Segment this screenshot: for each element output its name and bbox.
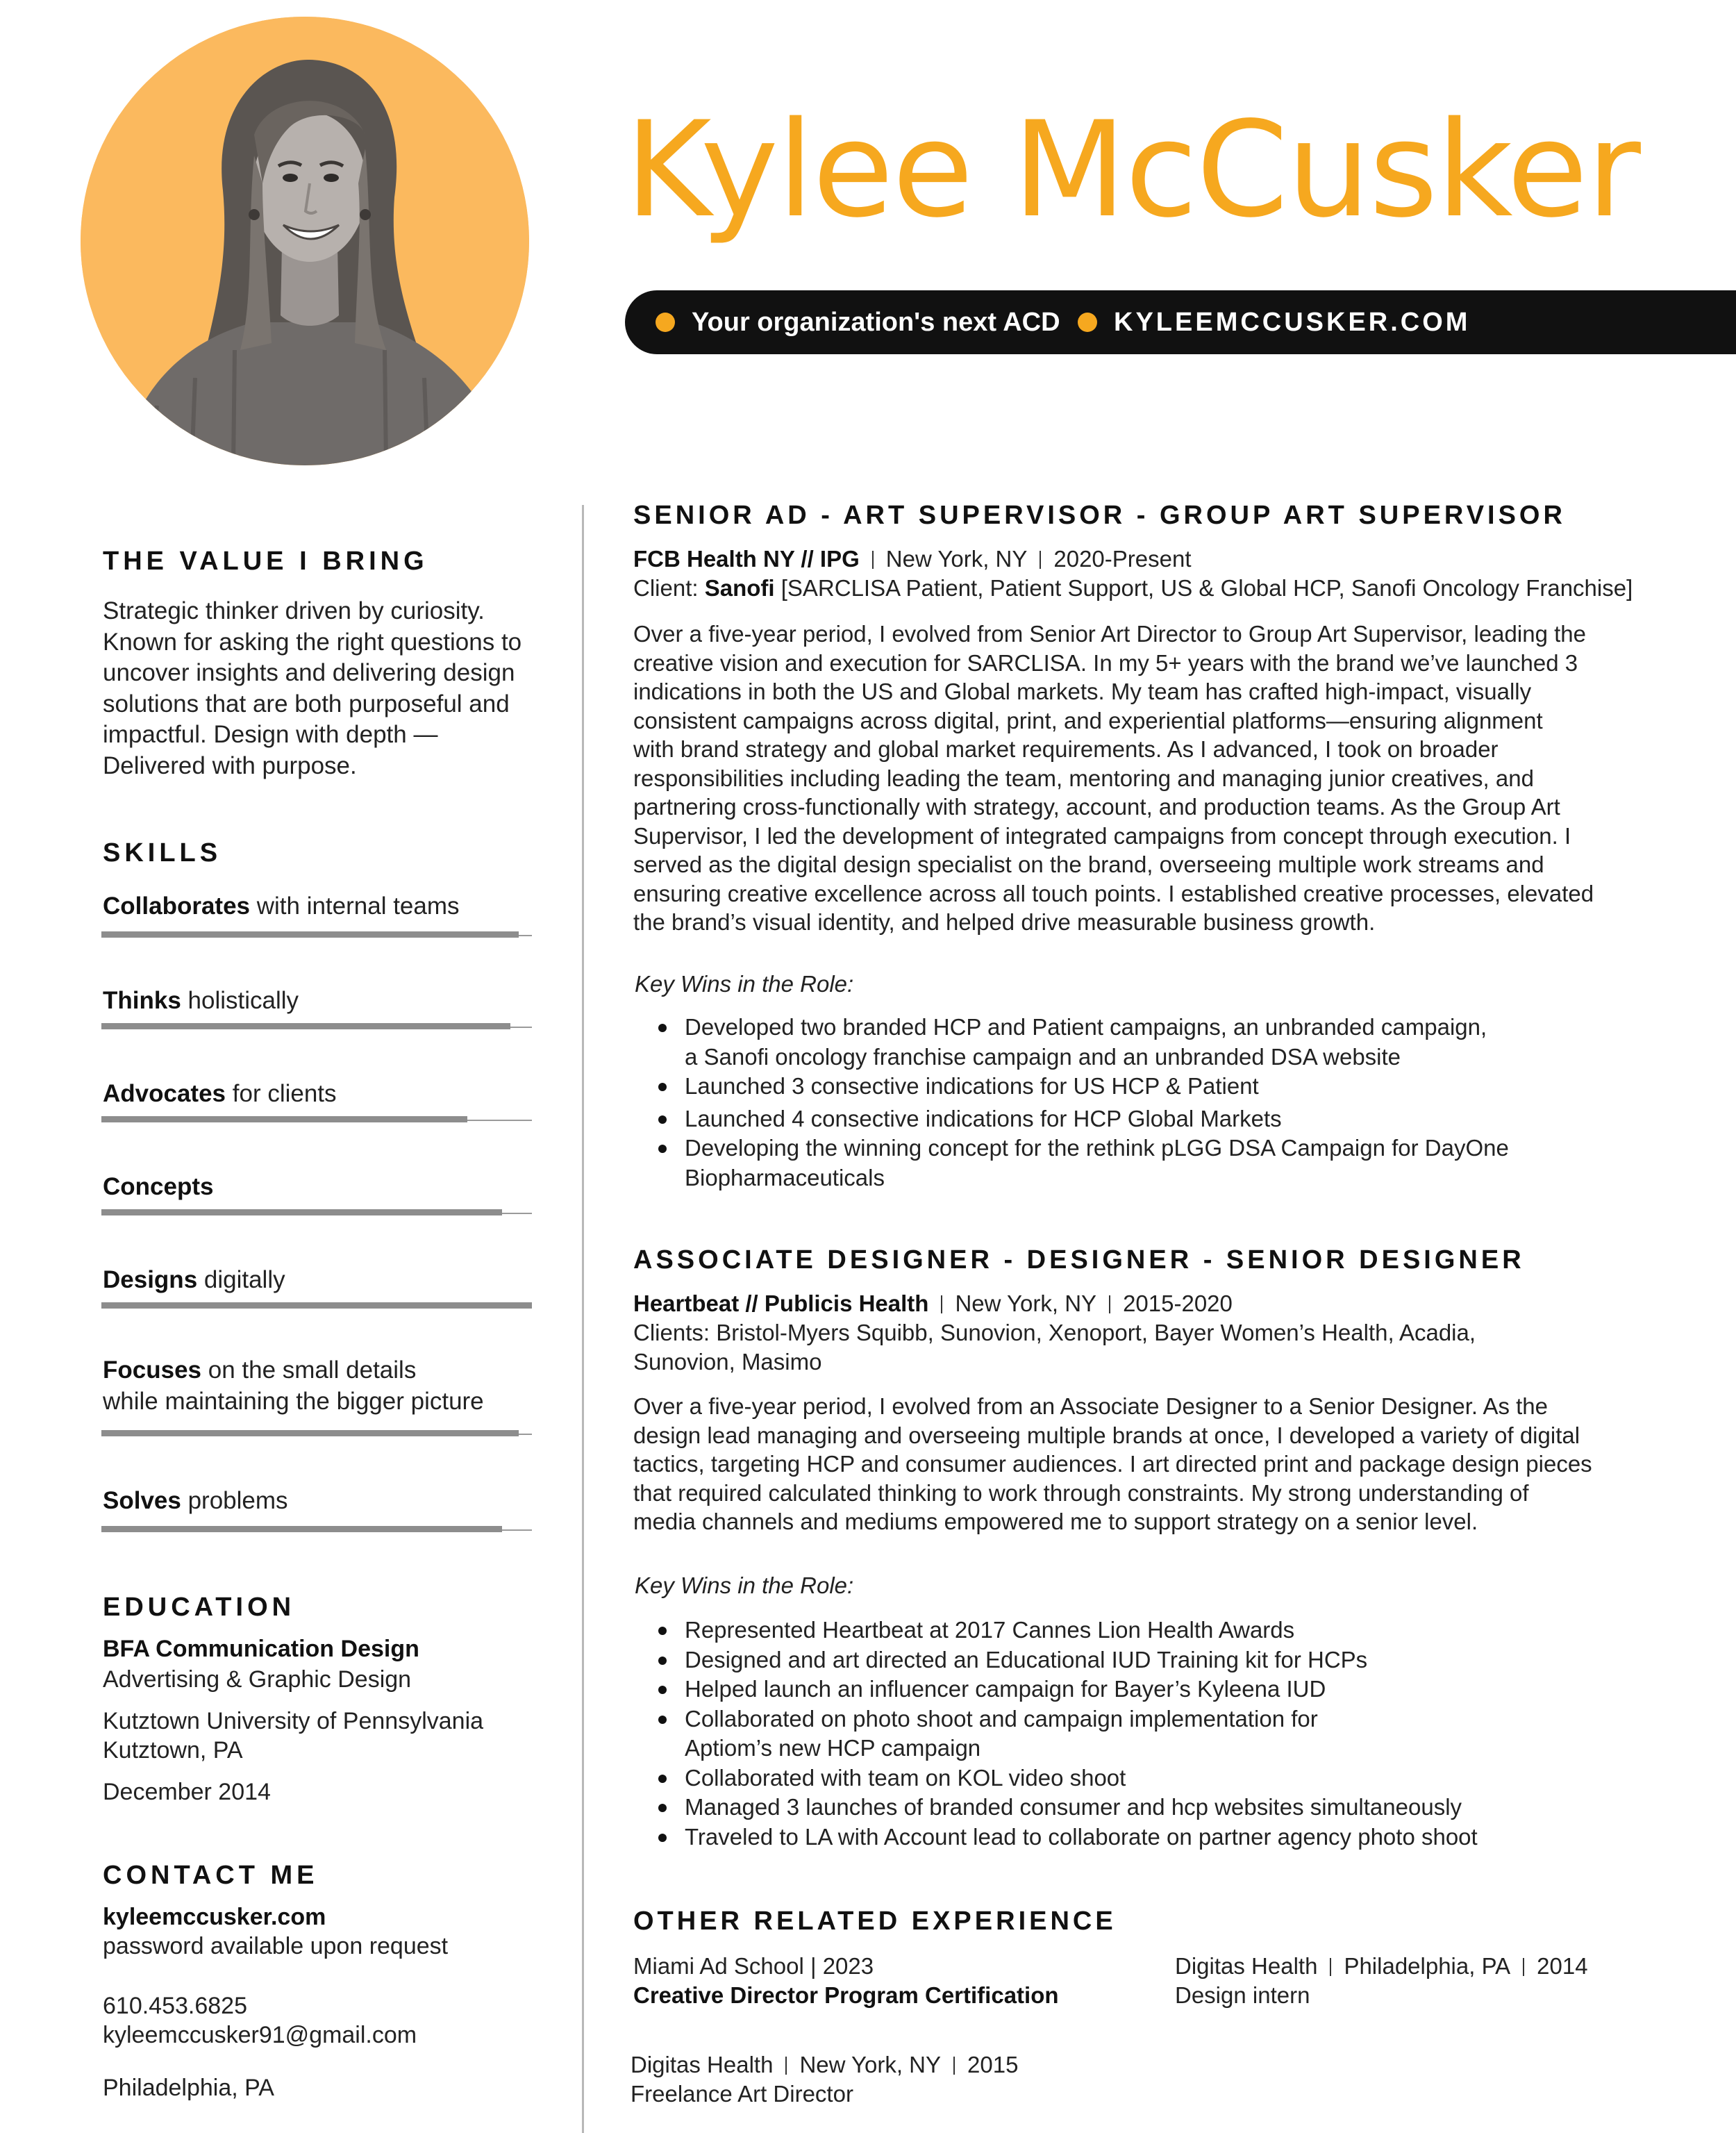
column-divider bbox=[582, 505, 584, 2133]
degree: BFA Communication Design bbox=[103, 1636, 419, 1662]
email-address[interactable]: kyleemccusker91@gmail.com bbox=[103, 2022, 417, 2048]
list-item: Represented Heartbeat at 2017 Cannes Lion Health Awards bbox=[633, 1616, 1675, 1645]
skill-solves: Solves problems bbox=[103, 1487, 288, 1514]
other-item-digitas-philly: Digitas Health Philadelphia, PA 2014 bbox=[1175, 1953, 1588, 1979]
job1-wins-label: Key Wins in the Role: bbox=[635, 971, 854, 997]
skill-level-bar bbox=[101, 1302, 532, 1309]
value-statement bbox=[103, 596, 554, 781]
job1-title: SENIOR AD - ART SUPERVISOR - GROUP ART SUPERVISOR bbox=[633, 501, 1566, 530]
list-item: Collaborated on photo shoot and campaign implementation for Aptiom’s new HCP campaign bbox=[633, 1704, 1675, 1763]
skill-collaborates: Collaborates with internal teams bbox=[103, 893, 460, 920]
skill-thinks: Thinks holistically bbox=[103, 987, 299, 1014]
list-item: Developing the winning concept for the rethink pLGG DSA Campaign for DayOne Biopharmaceuticals bbox=[633, 1134, 1675, 1193]
website-link[interactable]: KYLEEMCCUSKER.COM bbox=[1114, 308, 1471, 337]
skill-level-bar bbox=[101, 1116, 467, 1122]
candidate-name: Kylee McCusker bbox=[625, 93, 1639, 247]
portfolio-note: password available upon request bbox=[103, 1933, 449, 1959]
list-item: Launched 3 consective indications for US HCP & Patient bbox=[633, 1072, 1675, 1102]
list-item: Managed 3 launches of branded consumer and hcp websites simultaneously bbox=[633, 1793, 1675, 1823]
graduation-date: December 2014 bbox=[103, 1779, 271, 1805]
job2-wins-label: Key Wins in the Role: bbox=[635, 1572, 854, 1598]
other-item-digitas-ny: Digitas Health New York, NY 2015 bbox=[631, 2052, 1019, 2077]
job2-clients-line: Clients: Bristol-Myers Squibb, Sunovion, Xenoport, Bayer Women’s Health, Acadia, bbox=[633, 1320, 1476, 1345]
value-line: solutions that are both purposeful and bbox=[103, 690, 510, 717]
skill-level-bar bbox=[101, 1209, 502, 1215]
bullet-dot-icon bbox=[1078, 313, 1097, 332]
job1-client-line: Client: Sanofi [SARCLISA Patient, Patient Support, US & Global HCP, Sanofi Oncology Franchise] bbox=[633, 575, 1633, 601]
value-line: impactful. Design with depth — bbox=[103, 721, 438, 748]
value-line: uncover insights and delivering design bbox=[103, 659, 515, 686]
list-item: Developed two branded HCP and Patient campaigns, an unbranded campaign, a Sanofi oncology franchise campaign and an unbranded DSA website bbox=[633, 1013, 1675, 1072]
skill-level-bar bbox=[101, 931, 519, 938]
other-item-miami: Miami Ad School | 2023 bbox=[633, 1953, 874, 1979]
school-name: Kutztown University of Pennsylvania bbox=[103, 1708, 484, 1734]
value-line: Known for asking the right questions to bbox=[103, 628, 522, 656]
job1-description: Over a five-year period, I evolved from Senior Art Director to Group Art Supervisor, leading the creative vision and execution for SARCLISA. In my 5+ years with the brand we’ve launched 3 indications in both the US and Global markets. My team has crafted high-impact, visually consistent campaigns across digital, print, and experiential platforms—ensuring alignment with brand strategy and global market requirements. As I advanced, I took on broader responsibilities including leading the team, mentoring and managing junior creatives, and partnering cross-functionally with strategy, account, and production teams. As the Group Art Supervisor, I led the development of integrated campaigns from concept through execution. I served as the digital design specialist on the brand, overseeing multiple work streams and ensuring creative excellence across all touch points. I established creative processes, elevated the brand’s visual identity, and helped drive measurable business growth. bbox=[633, 621, 1594, 935]
list-item: Helped launch an influencer campaign for Bayer’s Kyleena IUD bbox=[633, 1675, 1675, 1704]
list-item: Designed and art directed an Educational IUD Training kit for HCPs bbox=[633, 1645, 1675, 1675]
bullet-dot-icon bbox=[656, 313, 675, 332]
portfolio-link[interactable]: kyleemccusker.com bbox=[103, 1904, 326, 1930]
skills-heading: SKILLS bbox=[103, 838, 222, 868]
other-item-miami-role: Creative Director Program Certification bbox=[633, 1982, 1059, 2008]
other-item-digitas-ny-role: Freelance Art Director bbox=[631, 2081, 853, 2107]
skill-level-bar bbox=[101, 1430, 519, 1436]
value-line: Strategic thinker driven by curiosity. bbox=[103, 597, 485, 624]
degree-focus: Advertising & Graphic Design bbox=[103, 1666, 412, 1693]
job1-wins-list bbox=[633, 1013, 1675, 1193]
tagline: Your organization's next ACD bbox=[692, 308, 1060, 337]
skill-focuses: Focuses on the small details while maintaining the bigger picture bbox=[103, 1356, 484, 1415]
skill-level-bar bbox=[101, 1526, 502, 1532]
list-item: Traveled to LA with Account lead to collaborate on partner agency photo shoot bbox=[633, 1823, 1675, 1852]
job2-description: Over a five-year period, I evolved from an Associate Designer to a Senior Designer. As the design lead managing and overseeing multiple brands at once, I developed a variety of digital tactics, targeting HCP and consumer audiences. I art directed print and package design pieces that required calculated thinking to work through constraints. My strong understanding of media channels and mediums empowered me to support strategy on a senior level. bbox=[633, 1393, 1592, 1534]
other-experience-heading: OTHER RELATED EXPERIENCE bbox=[633, 1907, 1117, 1936]
skill-designs: Designs digitally bbox=[103, 1266, 285, 1293]
other-item-digitas-philly-role: Design intern bbox=[1175, 1982, 1310, 2008]
job2-wins-list bbox=[633, 1616, 1675, 1852]
profile-photo bbox=[81, 17, 529, 465]
city: Philadelphia, PA bbox=[103, 2075, 274, 2101]
phone-number[interactable]: 610.453.6825 bbox=[103, 1993, 247, 2019]
contact-heading: CONTACT ME bbox=[103, 1861, 319, 1890]
value-heading: THE VALUE I BRING bbox=[103, 547, 428, 576]
job2-company-line: Heartbeat // Publicis Health New York, NY 2015-2020 bbox=[633, 1290, 1233, 1316]
portrait-illustration bbox=[81, 17, 529, 465]
list-item: Launched 4 consective indications for HCP Global Markets bbox=[633, 1104, 1675, 1134]
list-item: Collaborated with team on KOL video shoot bbox=[633, 1763, 1675, 1793]
job2-clients-line: Sunovion, Masimo bbox=[633, 1349, 822, 1375]
skill-level-bar bbox=[101, 1023, 510, 1029]
job2-title: ASSOCIATE DESIGNER - DESIGNER - SENIOR DESIGNER bbox=[633, 1245, 1525, 1275]
school-location: Kutztown, PA bbox=[103, 1737, 243, 1763]
skill-concepts: Concepts bbox=[103, 1173, 214, 1200]
skill-advocates: Advocates for clients bbox=[103, 1080, 337, 1107]
job1-company-line: FCB Health NY // IPG New York, NY 2020-Present bbox=[633, 546, 1192, 572]
education-heading: EDUCATION bbox=[103, 1593, 296, 1622]
value-line: Delivered with purpose. bbox=[103, 752, 357, 779]
